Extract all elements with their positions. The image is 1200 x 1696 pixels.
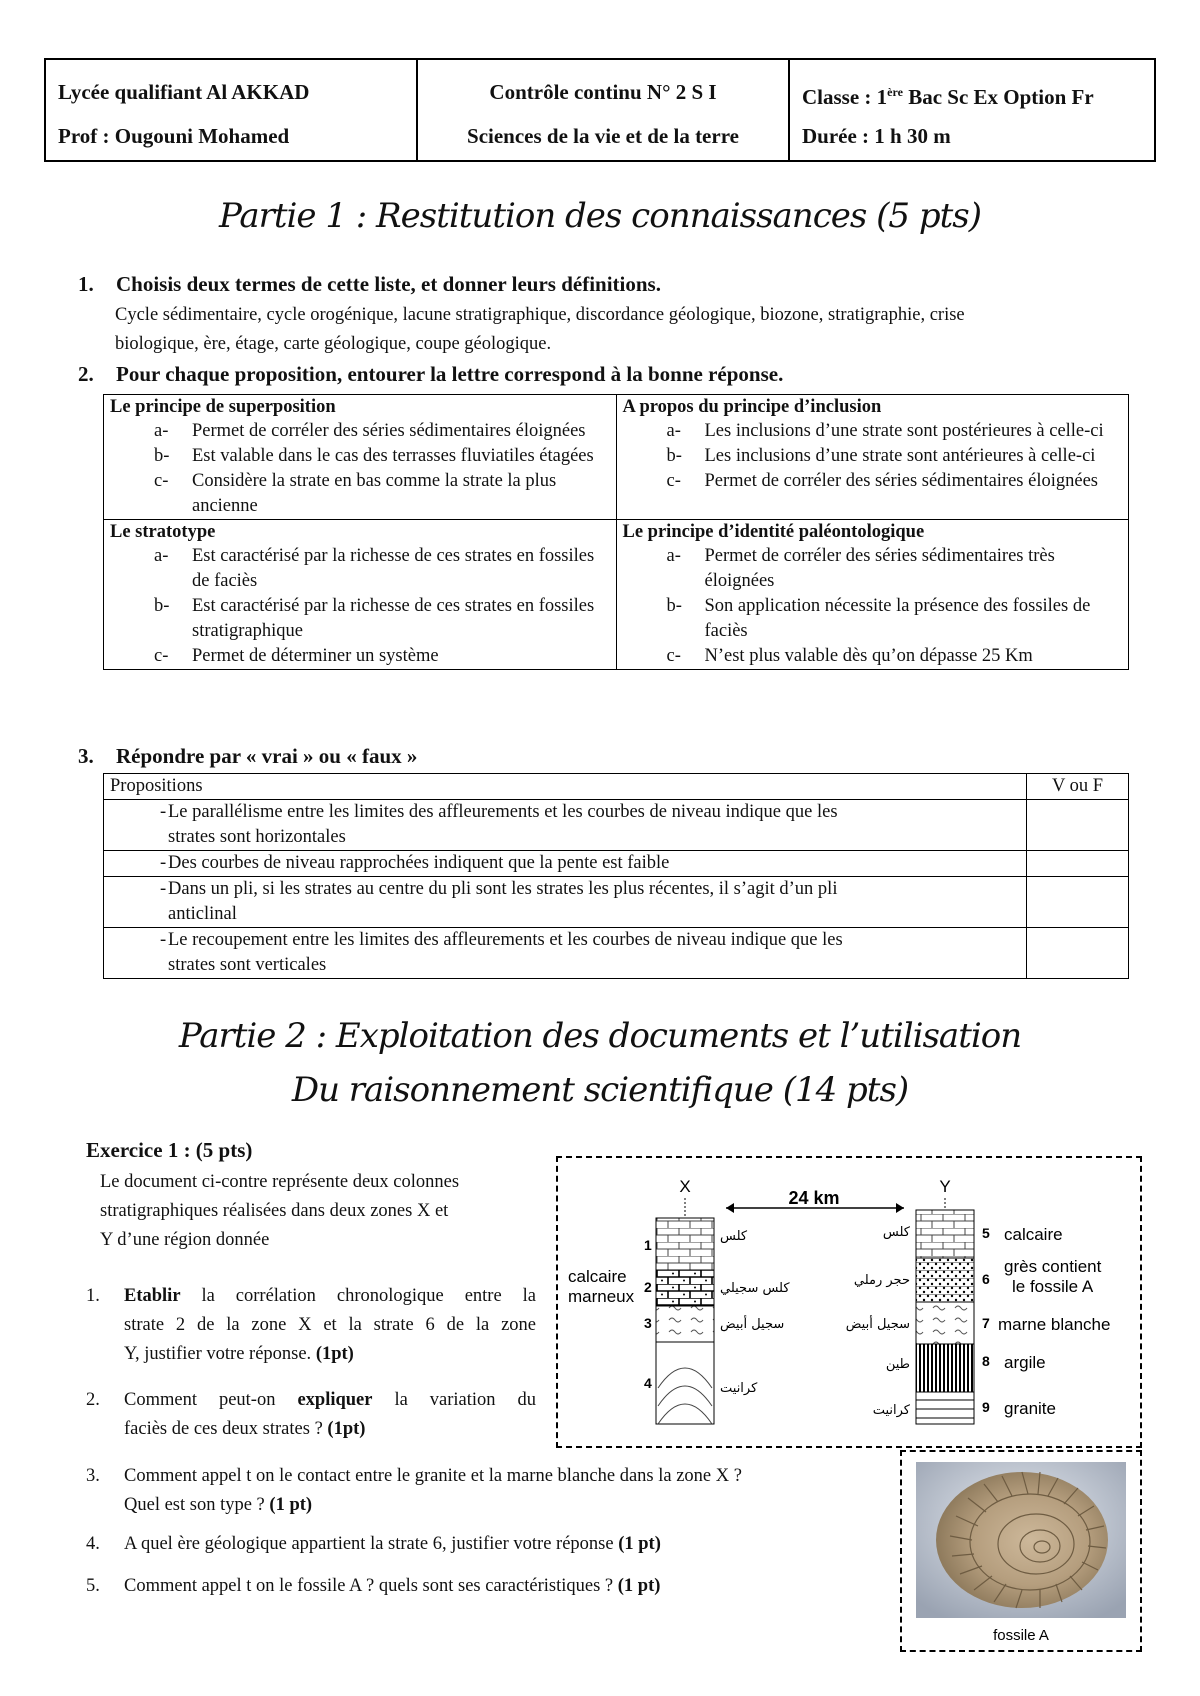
question-line: Y, justifier votre réponse. xyxy=(124,1344,316,1364)
option-text: Les inclusions d’une strate sont postérieures à celle-ci xyxy=(704,421,1104,441)
exercise1-q2 xyxy=(86,1386,536,1444)
question-keyword: Etablir xyxy=(124,1286,181,1306)
vf-row xyxy=(104,851,1129,877)
true-false-table xyxy=(103,773,1129,979)
stratigraphic-columns-diagram xyxy=(558,1158,1140,1446)
strata-number: 1 xyxy=(644,1237,652,1253)
prop-line: anticlinal xyxy=(168,904,237,924)
qcm-cell-inclusion xyxy=(616,395,1129,520)
header-school-cell xyxy=(46,60,418,160)
qcm-option[interactable] xyxy=(118,644,610,669)
arabic-label: كلس xyxy=(882,1225,910,1240)
label-granite: granite xyxy=(1004,1399,1056,1418)
option-text: Est caractérisé par la richesse de ces strates en fossiles stratigraphique xyxy=(192,596,595,641)
prop-line: Le parallélisme entre les limites des affleurements et les courbes de niveau indique que les xyxy=(168,802,838,822)
header-class-cell xyxy=(790,60,1154,160)
qcm-title: Le stratotype xyxy=(110,522,216,542)
qcm-option[interactable] xyxy=(118,419,610,444)
exam-title: Contrôle continu N° 2 S I xyxy=(489,80,717,104)
question-points: (1 pt) xyxy=(618,1534,661,1554)
option-text: Permet de corréler des séries sédimentaires éloignées xyxy=(704,471,1098,491)
class-suffix: Bac Sc Ex Option Fr xyxy=(902,85,1094,109)
intro-line: stratigraphiques réalisées dans deux zones X et xyxy=(100,1201,449,1221)
exercise1-q4 xyxy=(86,1530,906,1559)
option-letter[interactable]: b- xyxy=(666,596,682,616)
strata-3 xyxy=(656,1306,714,1342)
qcm-option[interactable] xyxy=(631,419,1123,444)
exercise1-q3 xyxy=(86,1462,906,1520)
question-line: Comment appel t on le fossile A ? quels sont ses caractéristiques ? xyxy=(124,1576,618,1596)
qcm-option[interactable] xyxy=(631,644,1123,669)
vf-proposition xyxy=(104,800,1027,851)
question-line: Comment appel t on le contact entre le granite et la marne blanche dans la zone X ? xyxy=(124,1466,742,1486)
dash: - xyxy=(160,879,167,899)
strata-6 xyxy=(916,1258,974,1302)
q3-num: 3. xyxy=(78,744,94,768)
strata-number: 3 xyxy=(644,1315,652,1331)
option-letter[interactable]: b- xyxy=(666,446,682,466)
exercise1-q5 xyxy=(86,1572,906,1601)
strata-number: 5 xyxy=(982,1225,990,1241)
q1-text: Choisis deux termes de cette liste, et donner leurs définitions. xyxy=(116,272,661,296)
arabic-label: كرانيت xyxy=(720,1381,758,1396)
question-num: 4. xyxy=(86,1534,100,1554)
strata-number: 9 xyxy=(982,1399,990,1415)
column-y xyxy=(916,1210,974,1424)
question-num: 3. xyxy=(86,1466,100,1486)
column-y-label: Y xyxy=(939,1177,951,1196)
arabic-label: سجيل أبيض xyxy=(720,1317,785,1332)
qcm-title: A propos du principe d’inclusion xyxy=(622,397,882,417)
dash: - xyxy=(160,853,167,873)
vf-proposition xyxy=(104,851,1027,877)
fossil-caption: fossile A xyxy=(993,1627,1049,1644)
option-letter[interactable]: a- xyxy=(666,421,681,441)
distance-label: 24 km xyxy=(788,1188,840,1208)
option-text: Est valable dans le cas des terrasses fluviatiles étagées xyxy=(192,446,594,466)
ammonite-image xyxy=(902,1452,1140,1650)
strata-4 xyxy=(656,1342,714,1424)
qcm-cell-superposition xyxy=(104,395,617,520)
part2-title-line2: Du raisonnement scientifique (14 pts) xyxy=(291,1070,909,1110)
stratigraphic-document xyxy=(556,1156,1142,1448)
teacher-name: Prof : Ougouni Mohamed xyxy=(58,124,290,148)
qcm-option[interactable] xyxy=(118,544,610,594)
q1-term-list xyxy=(115,301,965,359)
option-letter[interactable]: c- xyxy=(666,646,681,666)
qcm-cell-stratotype xyxy=(104,520,617,670)
part1-title: Partie 1 : Restitution des connaissances (5 pts) xyxy=(219,196,981,236)
option-letter[interactable]: c- xyxy=(154,471,169,491)
q3-heading xyxy=(78,744,417,769)
qcm-option[interactable] xyxy=(118,594,610,644)
strata-7 xyxy=(916,1302,974,1344)
option-text: N’est plus valable dès qu’on dépasse 25 Km xyxy=(704,646,1033,666)
strata-9 xyxy=(916,1392,974,1424)
qcm-title: Le principe de superposition xyxy=(110,397,336,417)
vf-answer-cell[interactable] xyxy=(1027,800,1129,851)
q2-text: Pour chaque proposition, entourer la lettre correspond à la bonne réponse. xyxy=(116,362,784,386)
vf-answer-cell[interactable] xyxy=(1027,877,1129,928)
option-letter[interactable]: c- xyxy=(666,471,681,491)
arabic-label: كلس xyxy=(720,1229,748,1244)
question-line: Quel est son type ? xyxy=(124,1495,270,1515)
arabic-label: كرانيت xyxy=(872,1403,910,1418)
class-prefix: Classe : 1 xyxy=(802,85,888,109)
arabic-label: سجيل أبيض xyxy=(845,1317,910,1332)
vf-row xyxy=(104,800,1129,851)
qcm-table xyxy=(103,394,1129,670)
exercise1-q1 xyxy=(86,1282,536,1369)
q1-heading xyxy=(78,272,661,297)
intro-line: Y d’une région donnée xyxy=(100,1230,270,1250)
class-sup: ère xyxy=(887,85,903,99)
qcm-option[interactable] xyxy=(118,444,610,469)
q2-heading xyxy=(78,362,783,387)
prop-line: strates sont horizontales xyxy=(168,827,346,847)
arabic-label: طين xyxy=(885,1357,910,1372)
exercise1-intro xyxy=(100,1168,536,1255)
subject-name: Sciences de la vie et de la terre xyxy=(467,124,739,148)
question-points: (1pt) xyxy=(327,1419,366,1439)
prop-line: Des courbes de niveau rapprochées indiquent que la pente est faible xyxy=(168,853,670,873)
q3-text: Répondre par « vrai » ou « faux » xyxy=(116,744,418,768)
vf-proposition xyxy=(104,877,1027,928)
dash: - xyxy=(160,930,167,950)
option-letter[interactable]: a- xyxy=(666,546,681,566)
label-marne-blanche: marne blanche xyxy=(998,1315,1111,1334)
question-points: (1pt) xyxy=(315,1344,354,1364)
vf-answer-cell[interactable] xyxy=(1027,928,1129,979)
exercise1-title: Exercice 1 : (5 pts) xyxy=(86,1138,253,1162)
option-letter[interactable]: a- xyxy=(154,421,169,441)
option-text: Permet de corréler des séries sédimentaires éloignées xyxy=(192,421,586,441)
qcm-option[interactable] xyxy=(631,544,1123,594)
prop-line: Le recoupement entre les limites des affleurements et les courbes de niveau indique que les xyxy=(168,930,843,950)
vf-row xyxy=(104,877,1129,928)
school-name: Lycée qualifiant Al AKKAD xyxy=(58,80,310,104)
column-x-label: X xyxy=(679,1177,691,1196)
arabic-label: كلس سجيلي xyxy=(720,1281,790,1296)
option-text: Son application nécessite la présence des fossiles de faciès xyxy=(704,596,1091,641)
question-line: strate 2 de la zone X et la strate 6 de la zone xyxy=(124,1315,536,1335)
strata-2 xyxy=(656,1270,714,1306)
label-calcaire: calcaire xyxy=(1004,1225,1063,1244)
prop-line: Dans un pli, si les strates au centre du pli sont les strates les plus récentes, il s’agit d’un pli xyxy=(168,879,838,899)
left-label-calcaire: calcaire xyxy=(568,1267,627,1286)
question-num: 2. xyxy=(86,1390,100,1410)
question-points: (1 pt) xyxy=(269,1495,313,1515)
question-points: (1 pt) xyxy=(617,1576,661,1596)
option-text: Les inclusions d’une strate sont antérieures à celle-ci xyxy=(704,446,1096,466)
question-line: la corrélation chronologique entre la xyxy=(180,1286,536,1306)
fossil-document xyxy=(900,1450,1142,1652)
qcm-option[interactable] xyxy=(118,469,610,519)
strata-1 xyxy=(656,1218,714,1270)
option-letter[interactable]: b- xyxy=(154,596,170,616)
qcm-cell-paleontology xyxy=(616,520,1129,670)
exam-duration: Durée : 1 h 30 m xyxy=(802,124,951,148)
label-argile: argile xyxy=(1004,1353,1046,1372)
column-x xyxy=(656,1218,714,1424)
strata-number: 6 xyxy=(982,1271,990,1287)
question-line: faciès de ces deux strates ? xyxy=(124,1419,328,1439)
dash: - xyxy=(160,802,167,822)
option-letter[interactable]: b- xyxy=(154,446,170,466)
vf-row xyxy=(104,928,1129,979)
intro-line: Le document ci-contre représente deux colonnes xyxy=(100,1172,460,1192)
label-gres: grès contient xyxy=(1004,1257,1102,1276)
class-level xyxy=(802,70,1142,114)
question-keyword: expliquer xyxy=(297,1390,373,1410)
vf-header-propositions: Propositions xyxy=(104,774,1027,800)
strata-number: 8 xyxy=(982,1353,990,1369)
strata-number: 7 xyxy=(982,1315,990,1331)
qcm-option[interactable] xyxy=(631,594,1123,644)
arabic-label: حجر رملي xyxy=(853,1273,910,1288)
question-line: Comment peut-on xyxy=(124,1390,298,1410)
strata-5 xyxy=(916,1210,974,1258)
part2-title-line1: Partie 2 : Exploitation des documents et l’utilisation xyxy=(178,1016,1022,1056)
strata-8 xyxy=(916,1344,974,1392)
option-text: Permet de déterminer un système xyxy=(192,646,439,666)
option-text: Permet de corréler des séries sédimentaires très éloignées xyxy=(704,546,1055,591)
left-label-marneux: marneux xyxy=(568,1287,635,1306)
option-text: Considère la strate en bas comme la strate la plus ancienne xyxy=(192,471,557,516)
q1-list-line2: biologique, ère, étage, carte géologique, coupe géologique. xyxy=(115,334,552,354)
q1-num: 1. xyxy=(78,272,94,296)
question-line: la variation du xyxy=(372,1390,536,1410)
strata-number: 2 xyxy=(644,1279,652,1295)
prop-line: strates sont verticales xyxy=(168,955,327,975)
vf-proposition xyxy=(104,928,1027,979)
qcm-title: Le principe d’identité paléontologique xyxy=(622,522,925,542)
q2-num: 2. xyxy=(78,362,94,386)
label-fossile-a: le fossile A xyxy=(1012,1277,1094,1296)
qcm-option[interactable] xyxy=(631,444,1123,469)
strata-number: 4 xyxy=(644,1375,652,1391)
qcm-option[interactable] xyxy=(631,469,1123,494)
option-letter[interactable]: a- xyxy=(154,546,169,566)
header-exam-cell xyxy=(418,60,790,160)
header-table xyxy=(44,58,1156,162)
vf-answer-cell[interactable] xyxy=(1027,851,1129,877)
q1-list-line1: Cycle sédimentaire, cycle orogénique, lacune stratigraphique, discordance géologique, biozone, stratigraphie, crise xyxy=(115,305,965,325)
question-num: 5. xyxy=(86,1576,100,1596)
option-text: Est caractérisé par la richesse de ces strates en fossiles de faciès xyxy=(192,546,595,591)
question-line: A quel ère géologique appartient la strate 6, justifier votre réponse xyxy=(124,1534,619,1554)
vf-header-answer: V ou F xyxy=(1027,774,1129,800)
option-letter[interactable]: c- xyxy=(154,646,169,666)
question-num: 1. xyxy=(86,1286,100,1306)
